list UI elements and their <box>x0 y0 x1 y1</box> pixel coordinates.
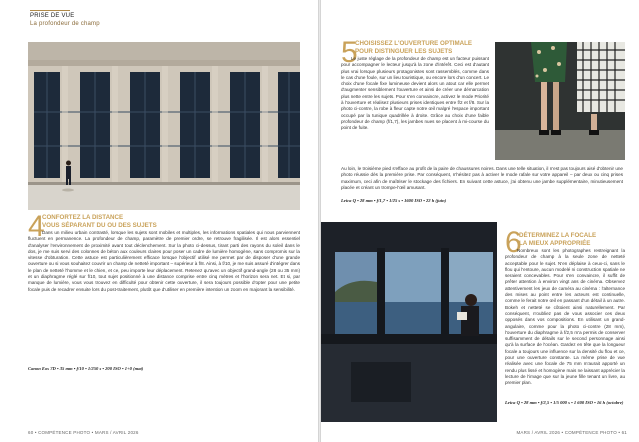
body-text: Dans un milieu urbain contrasté, lorsque les sujets sont mobiles et multiples, les informations spatiales qui nous parviennent fluctuent en permanence. La profondeur de champ, paramètre de premier ordre, se retrouve fragilisée. Il est alors essentiel d'analyser l'environnement de proximité avant tout déclenchement. Sur la photo ci-dessus, tirant parti des rayons du soleil dans le dos, je me suis servi des colonnes de béton aux couleurs claires pour poser un cadre de lumière homogène, sans compromis sur la vitesse d'obturation. Cette astuce est particulièrement efficace lorsque l'objectif utilisé me permet par de disposer d'une grande ouverture ou si vous souhaitez couvrir un champ de netteté important – supérieur à f/8. Ainsi, à f/10, je me suis assuré d'intégrer dans le plan de netteté l'homme et le chien, et ce, peu importe leur déplacement. Retenez qu'avec un objectif grand-angle (28 ou 35 mm) et un diaphragme réglé sur f/10, tout sujet positionné à une distance comprise entre cinq mètres et l'horizon sera net. Et si, par manque de lumière, vous vous trouvez en difficulté pour obtenir cette ouverture, il sera toujours possible d'opter pour une petite focale puis de recadrer ensuite lors du post-traitement, plutôt que d'utiliser en première intention un zoom en majorant la sensibilité. <box>28 230 300 292</box>
body-text: Au loin, le troisième pied s'efface au profit de la paire de chaussures noires. Dans une telle situation, il n'est pas toujours aisé d'obtenir une photo réussie dès la première prise. Par conséquent, n'hésitez pas à activer le mode rafale sur votre appareil – par deux ou cinq prises maximum, ceci afin de maîtriser le stockage des fichiers. En suivant cette astuce, j'ai obtenu une jambe supplémentaire, minutieusement placée et créant un trompe-l'œil amusant. <box>341 166 623 190</box>
photo-legs-image <box>495 42 625 160</box>
section-title-line: CONFORTEZ LA DISTANCE <box>42 214 124 221</box>
rubric-section: PRISE DE VUE <box>30 13 75 19</box>
rubric <box>30 13 100 28</box>
section-number: 4 <box>28 210 45 243</box>
section-title <box>42 214 157 230</box>
left-page <box>0 0 318 442</box>
photo-boat <box>321 222 497 422</box>
section-title <box>355 40 472 56</box>
photo-caption: Leica Q • 28 mm • f/2,5 • 1/5 000 s • 1 600 ISO • 16 h (octobre) <box>505 400 624 405</box>
section-title-line: LA MIEUX APPROPRIÉE <box>519 239 591 247</box>
photo-building <box>28 42 300 210</box>
body-text: Nombreux sont les photographes restreignant la profondeur de champ à la seule zone de netteté acceptable pour le sujet. N'en déplaise à ceux-ci, sans le flou qui l'entoure, aucun modelé ni construction spatiale ne seraient concevables. Pour s'en convaincre, il suffit de prêter attention à environ vingt ans de cinéma. Observez attentivement les jeux de caméra au cinéma : l'alternance des mises au point entre les acteurs est continuelle, comme le ferait notre œil en passant d'un détail à un autre. Bokeh et netteté se côtoient ainsi naturellement. Par conséquent, n'oubliez pas de vous associer ces deux opposés dans vos compositions. En utilisant un grand-angulaire, comme pour la photo ci-contre (28 mm), l'ouverture du diaphragme à f/2,5 m'a permis de conserver suffisamment de détails sur le second personnage ainsi qu'à la surface de l'océan. Gardez en tête que la longueur focale a toujours une influence sur la densité du flou et ce, pour une ouverture constante. La même prise de vue réalisée avec une focale de 75 mm m'aurait apporté un rendu plus lissé et homogène mais ne laissant apprécier la lecture de l'image que sur la jeune fille tenant un livre, au premier plan. <box>505 248 625 386</box>
photo-caption: Canon Eos 7D • 35 mm • f/10 • 1/250 s • 200 ISO • 1+0 (mat) <box>28 366 144 371</box>
rubric-subtitle: La profondeur de champ <box>30 20 100 27</box>
section-number: 5 <box>341 36 358 69</box>
folio-right: MARS / AVRIL 2026 • COMPÉTENCE PHOTO • 61 <box>516 430 627 435</box>
folio-left: 60 • COMPÉTENCE PHOTO • MARS / AVRIL 2026 <box>28 430 139 435</box>
section-number: 6 <box>505 226 522 259</box>
section-title-line: VOUS SÉPARANT DU OU DES SUJETS <box>42 221 157 229</box>
photo-building-image <box>28 42 300 210</box>
section-title-line: CHOISISSEZ L'OUVERTURE OPTIMALE <box>355 40 472 47</box>
body-text: Le juste réglage de la profondeur de champ est un facteur puissant pour accompagner le lecteur jusqu'à la zone d'intérêt. Ceci est d'autant plus vrai lorsque plusieurs protagonistes sont rassemblés, comme dans le cas d'une foule, sur un lieu touristique, ou encore lors d'un concert. Le choix d'une focale fixe lumineuse devient alors un atout car elle permet d'augmenter sensiblement l'ouverture et ainsi de créer une démarcation plus nette entre les sujets. Pour s'en convaincre, activez le mode Priorité à l'ouverture et réalisez plusieurs prises identiques entre f/2 et f/8. Sur la photo ci-contre, la robe à fleur capte notre œil malgré l'espace important occupé par la tunique quadrillée à droite. Grâce au choix d'une faible profondeur de champ (f/1,7), les jambes nues se placent à mi-course du point de fuite. <box>341 56 489 131</box>
photo-legs <box>495 42 625 160</box>
rubric-rule <box>30 10 70 11</box>
photo-boat-image <box>321 222 497 422</box>
section-title-line: DÉTERMINEZ LA FOCALE <box>519 232 597 239</box>
section-title <box>519 232 596 248</box>
section-title-line: POUR DISTINGUER LES SUJETS <box>355 47 453 55</box>
photo-caption: Leica Q • 28 mm • f/1,7 • 1/25 s • 1600 ISO • 22 h (juin) <box>341 198 447 203</box>
